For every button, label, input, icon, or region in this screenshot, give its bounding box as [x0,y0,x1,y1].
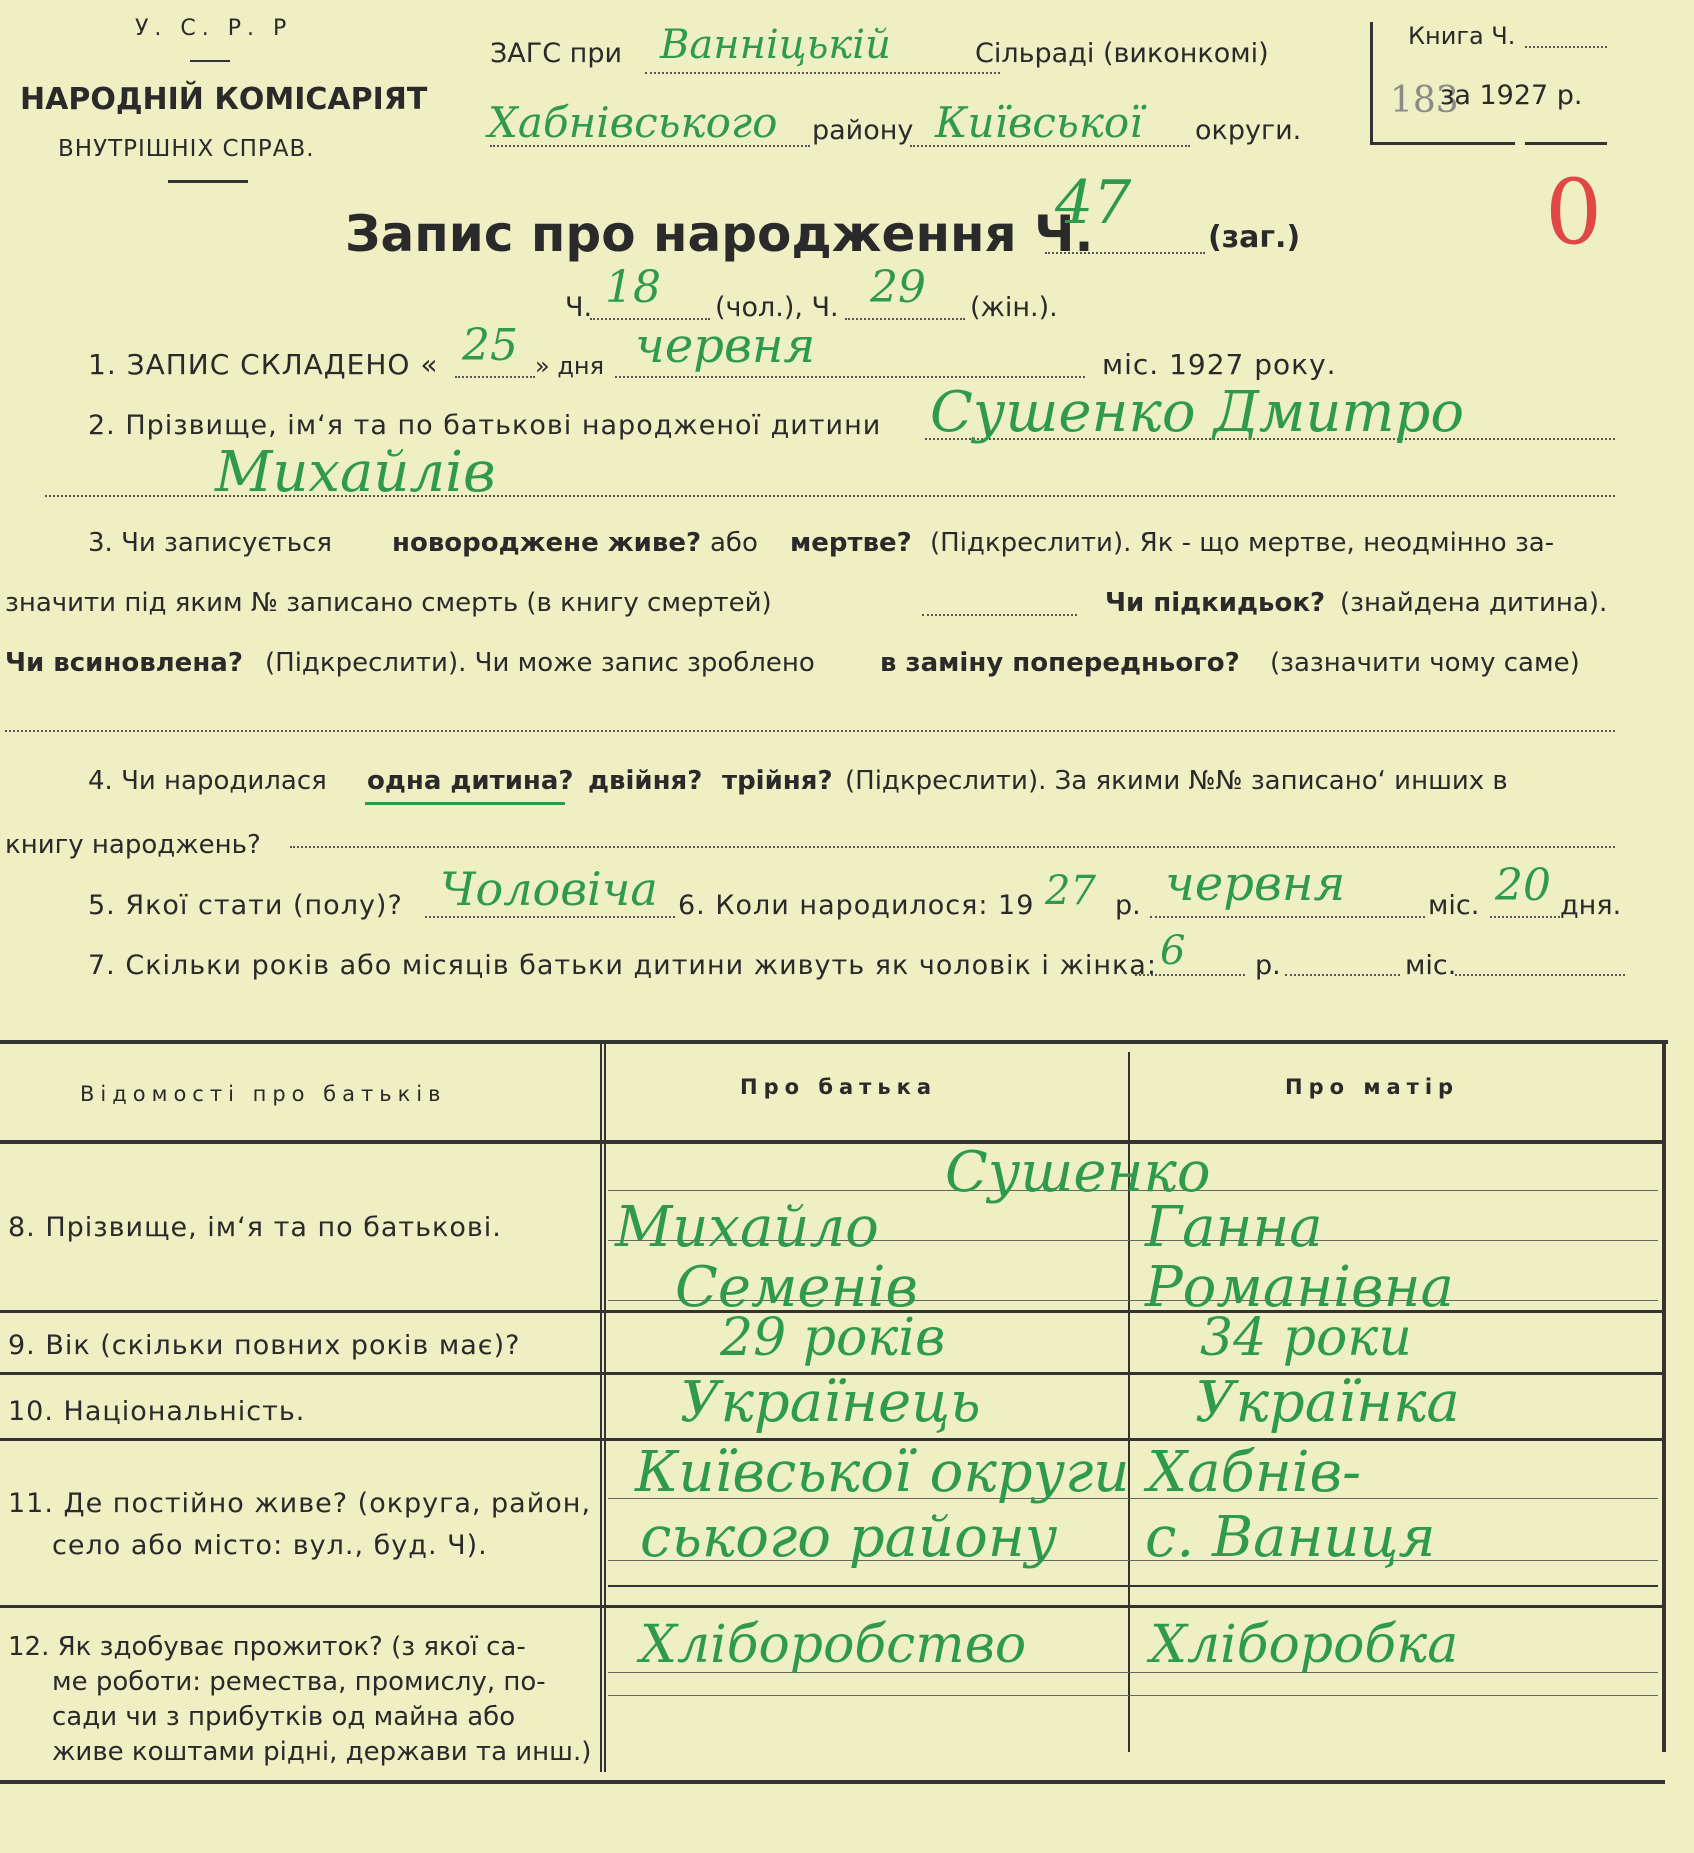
table-border [0,1605,1665,1608]
divider [190,60,230,62]
zags-prefix: ЗАГС при [490,38,623,69]
mother-name-hand: Ганна [1145,1195,1323,1260]
row9-label: 9. Вік (скільки повних років має)? [8,1330,521,1361]
fill-line [1135,974,1245,976]
row8-label: 8. Прізвище, ім‘я та по батькові. [8,1212,502,1243]
handwritten-underline [365,802,565,805]
table-border [0,1040,1668,1044]
header-info: Відомості про батьків [80,1082,447,1106]
sex-hand: Чоловіча [440,862,658,916]
item3-text: 3. Чи записується [88,528,333,558]
table-border [1662,1040,1666,1752]
record-title: Запис про народження Ч. [345,205,1094,263]
fill-line [5,730,1615,732]
book-box-border [1370,22,1373,144]
mother-age-hand: 34 роки [1200,1308,1412,1368]
record-suffix: (заг.) [1208,220,1301,255]
fill-line [845,318,965,320]
birth-year-hand: 27 [1045,868,1096,914]
row-rule [608,1695,1658,1696]
book-box-border [1370,142,1515,145]
item1-mid: » дня [535,352,605,380]
item7-label: 7. Скільки років або місяців батьки дитини живуть як чоловік і жінка: [88,950,1157,981]
item1-suffix: міс. 1927 року. [1102,348,1337,381]
row-rule [608,1585,1658,1587]
parents-surname-hand: Сушенко [945,1140,1211,1205]
item1-month-hand: червня [635,318,816,374]
record-number-hand: 47 [1055,168,1132,238]
child-patronymic-hand: Михайлів [215,440,496,505]
department-label: ВНУТРІШНІХ СПРАВ. [58,136,315,162]
table-border [0,1780,1665,1784]
fill-line [1455,974,1625,976]
item3-alive: новороджене живе? [392,528,702,558]
residence-hand: Київської округи Хабнів- [635,1440,1362,1505]
item3-text: (знайдена дитина). [1340,588,1608,618]
table-border [600,1040,606,1772]
table-border [0,1140,1665,1144]
item3-text: (Підкреслити). Чи може запис зроблено [265,648,815,678]
female-label: (жін.). [970,292,1058,323]
item3-adopted: Чи всиновлена? [5,648,243,678]
item3-text: (Підкреслити). Як - що мертве, неодмінно за- [930,528,1555,558]
male-label: (чол.), Ч. [715,292,839,323]
row12-label: ме роботи: ремества, промислу, по- [52,1667,546,1697]
row11-label: село або місто: вул., буд. Ч). [52,1530,488,1561]
item4-text: книгу народжень? [5,830,261,860]
item4-triplets: трійня? [722,766,833,796]
row12-label: 12. Як здобуває прожиток? (з якої са- [8,1632,526,1662]
red-zero-mark: 0 [1545,160,1603,265]
fill-line [1525,46,1607,48]
item6-label: 6. Коли народилося: 19 [678,890,1035,921]
okruga-label: округи. [1195,115,1302,146]
item4-twins: двійня? [588,766,703,796]
item6-dnia: дня. [1560,890,1622,921]
row12-label: живе коштами рідні, держави та инш.) [52,1737,592,1767]
item6-r: р. [1115,890,1141,921]
row12-label: сади чи з прибутків од майна або [52,1702,516,1732]
mother-nationality-hand: Українка [1195,1370,1460,1435]
fill-line [455,376,535,378]
item3-replacement: в заміну попереднього? [880,648,1240,678]
fill-line [1150,916,1425,918]
fill-line [922,614,1077,616]
district-label: району [812,115,914,146]
item1-day-hand: 25 [462,320,518,371]
item3-text: (зазначити чому саме) [1270,648,1580,678]
item7-mis: міс. [1405,950,1457,981]
fill-line [290,846,1615,848]
male-number-hand: 18 [605,262,661,313]
item3-text: або [710,528,758,558]
ussr-label: У. С. Р. Р [135,16,293,41]
zags-village-hand: Ванніцькій [660,22,891,68]
item3-dead: мертве? [790,528,912,558]
book-label: Книга Ч. [1408,22,1516,50]
fill-line [645,72,1000,74]
fill-line [1490,916,1560,918]
commissariat-label: НАРОДНІЙ КОМІСАРІЯТ [20,82,428,117]
okruga-hand: Київської [935,98,1143,147]
book-number-pencil: 183 [1390,80,1459,121]
item4-single: одна дитина? [367,766,574,796]
birth-day-hand: 20 [1495,860,1551,911]
mother-occupation-hand: Хліборобка [1150,1615,1459,1675]
item6-mis: міс. [1428,890,1480,921]
child-name-hand: Сушенко Дмитро [930,380,1465,445]
divider [168,180,248,183]
father-patronymic-hand: Семенів [675,1255,918,1320]
item3-text: значити під яким № записано смерть (в книгу смертей) [5,588,772,618]
zags-suffix: Сільраді (виконкомі) [975,38,1269,69]
item4-text: (Підкреслити). За якими №№ записано‘ инших в [845,766,1508,796]
father-nationality-hand: Українець [680,1370,981,1435]
item7-r: р. [1255,950,1281,981]
father-occupation-hand: Хліборобство [640,1615,1027,1675]
district-hand: Хабнівського [488,98,778,147]
item3-foundling: Чи підкидьок? [1105,588,1326,618]
header-father: Про батька [740,1075,938,1099]
residence-district-hand: ського району [640,1505,1058,1570]
birth-month-hand: червня [1165,856,1346,912]
fill-line [1045,252,1205,254]
book-box-border [1525,142,1607,145]
year-label: за 1927 р. [1440,80,1583,111]
fill-line [615,376,1085,378]
fill-line [1285,974,1400,976]
item5-label: 5. Якої стати (полу)? [88,890,403,921]
item4-text: 4. Чи народилася [88,766,327,796]
father-age-hand: 29 років [720,1308,946,1368]
row11-label: 11. Де постійно живе? (округа, район, [8,1488,592,1519]
item2-label: 2. Прізвище, ім‘я та по батькові народженої дитини [88,410,882,441]
item1-label: 1. ЗАПИС СКЛАДЕНО « [88,348,439,381]
residence-village-hand: с. Ваниця [1145,1505,1436,1570]
years-together-hand: 6 [1160,928,1186,974]
father-name-hand: Михайло [615,1195,879,1260]
female-number-hand: 29 [870,262,926,313]
fill-line [425,916,675,918]
sub-prefix: Ч. [565,292,593,323]
mother-patronymic-hand: Романівна [1145,1255,1454,1320]
row10-label: 10. Національність. [8,1396,306,1427]
header-mother: Про матір [1285,1075,1460,1099]
